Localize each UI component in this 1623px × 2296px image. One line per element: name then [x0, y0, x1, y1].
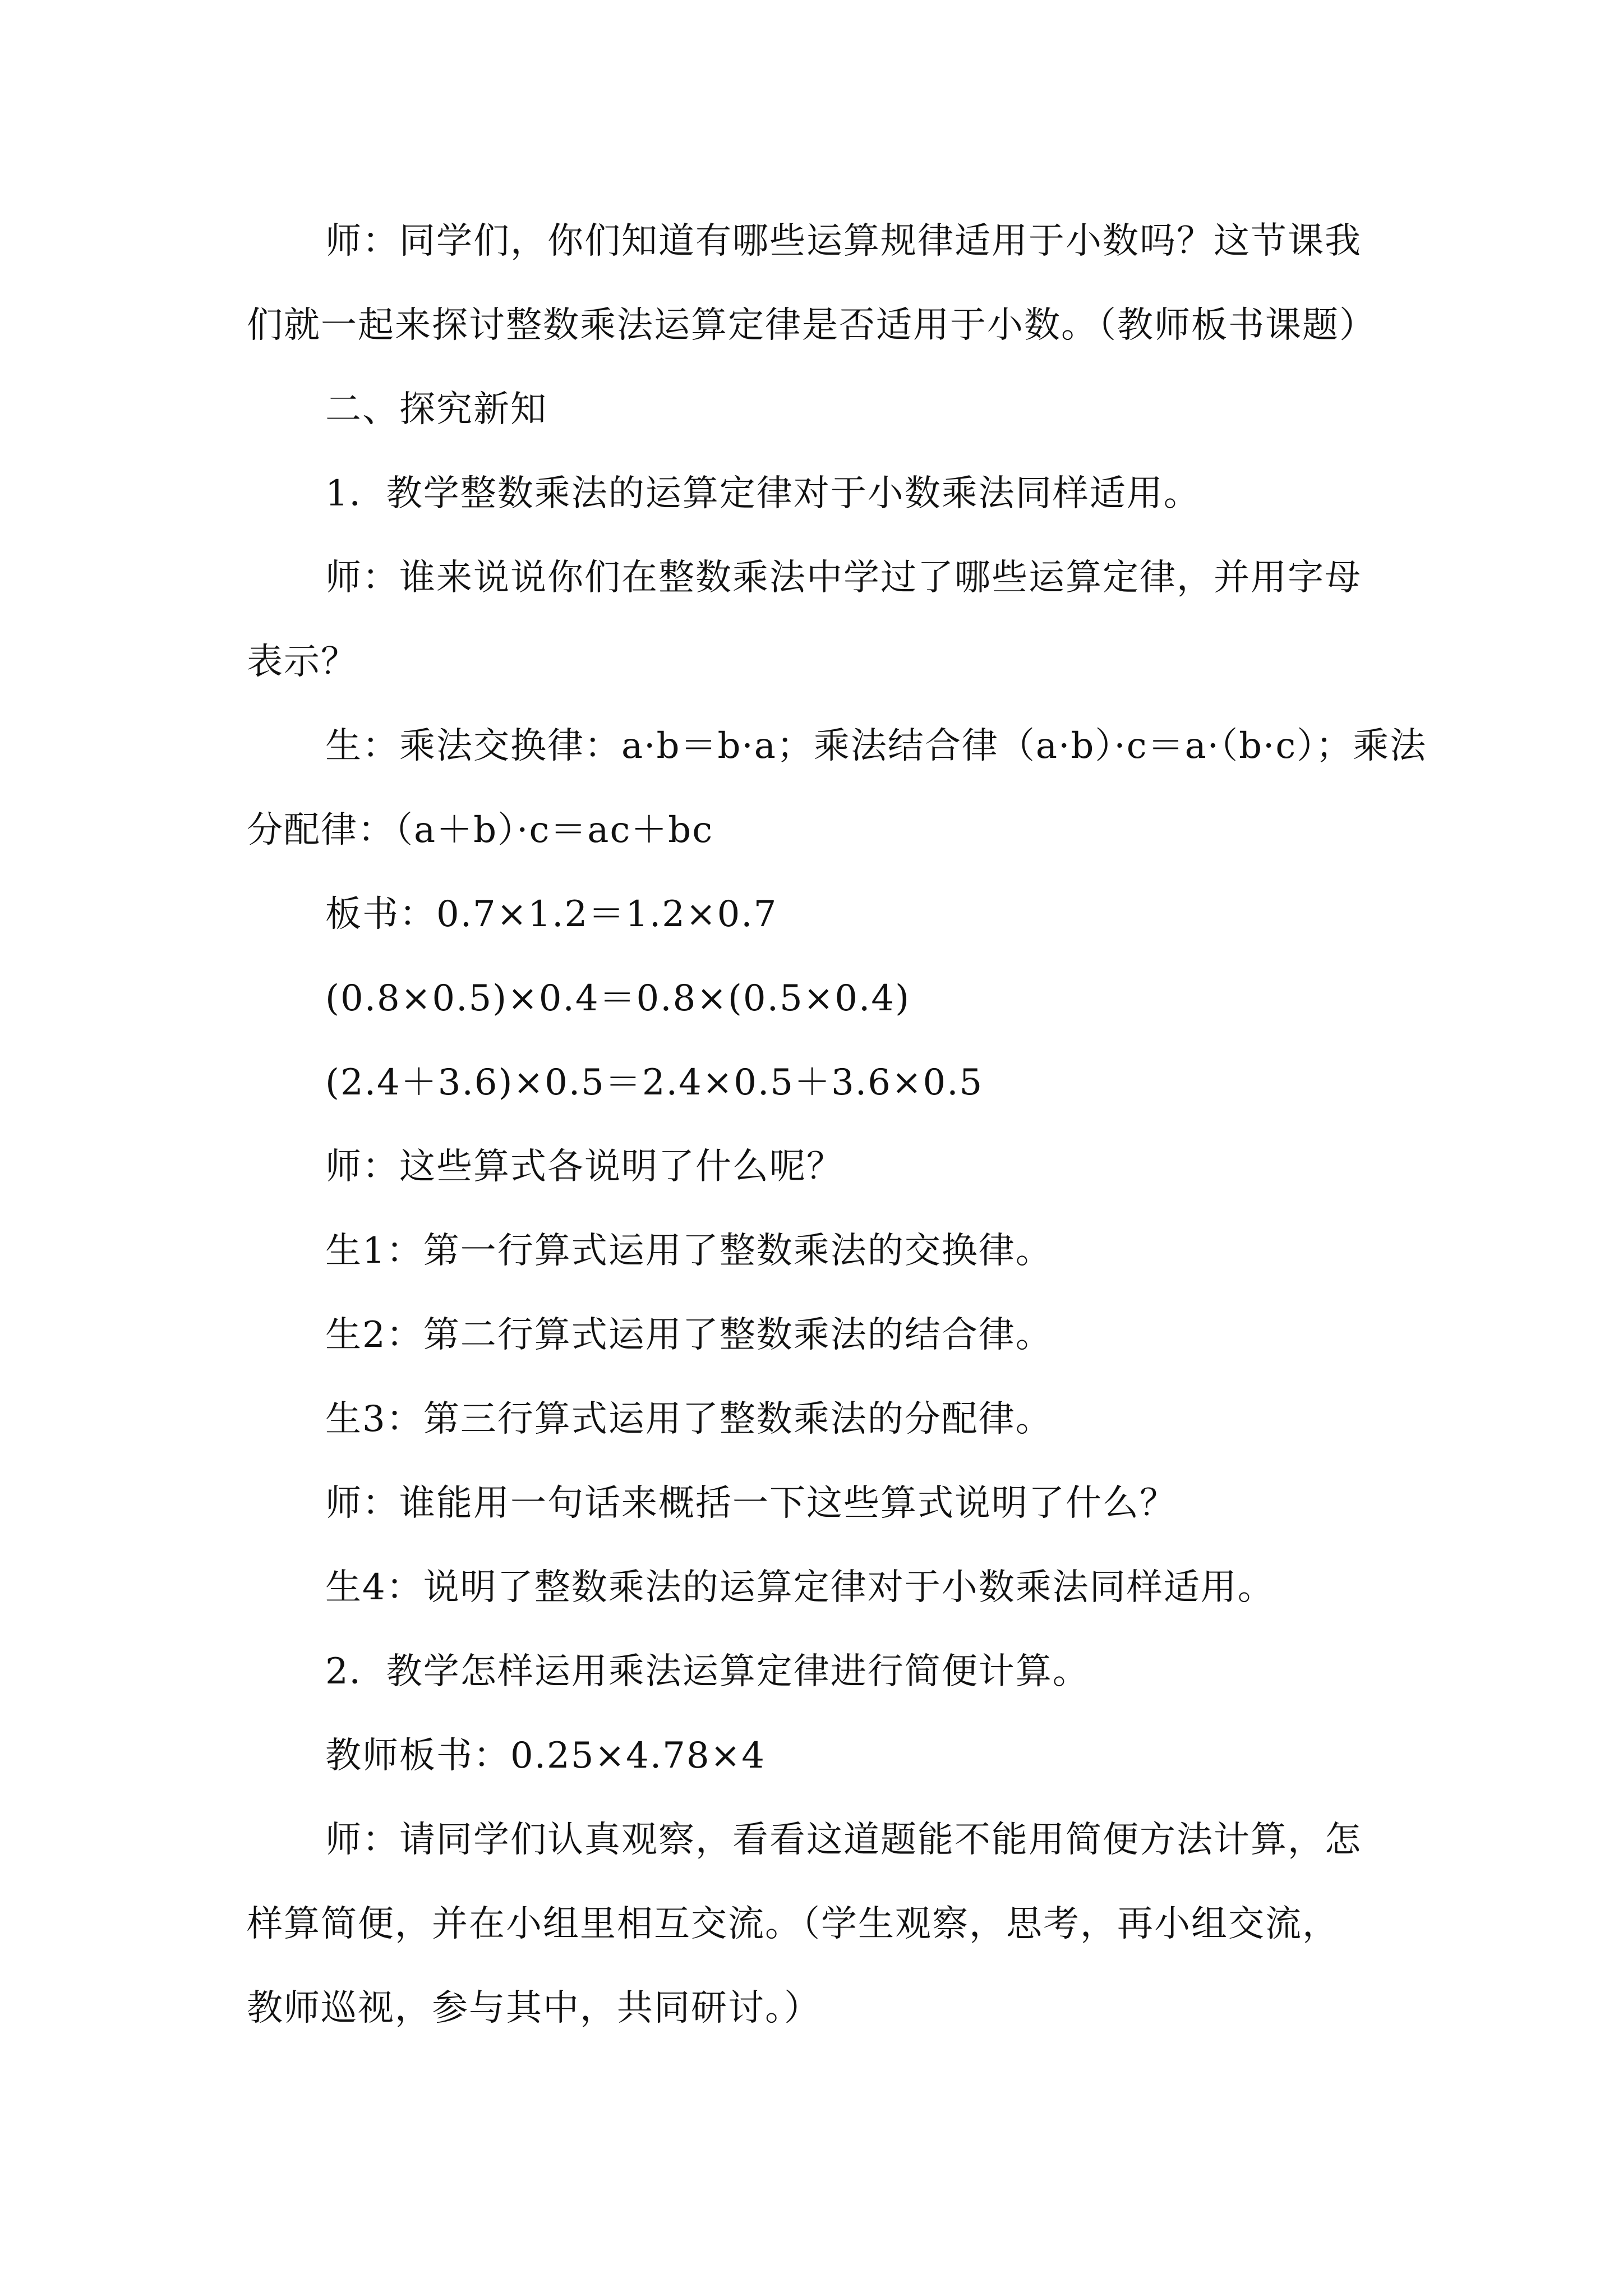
text-line: 生2：第二行算式运用了整数乘法的结合律。 [325, 1314, 1053, 1356]
text-line: 师：同学们，你们知道有哪些运算规律适用于小数吗？这节课我 [325, 220, 1362, 262]
text-line: 师：请同学们认真观察，看看这道题能不能用简便方法计算，怎 [325, 1819, 1362, 1861]
board-writing-line: 板书：0.7×1.2＝1.2×0.7 [325, 894, 778, 935]
section-heading: 二、探究新知 [325, 389, 547, 430]
equation-line: (0.8×0.5)×0.4＝0.8×(0.5×0.4) [325, 978, 911, 1019]
text-line: 生3：第三行算式运用了整数乘法的分配律。 [325, 1398, 1053, 1440]
formula-line: 分配律：（a＋b）·c＝ac＋bc [247, 809, 714, 851]
text-line: 师：谁来说说你们在整数乘法中学过了哪些运算定律，并用字母 [325, 557, 1362, 599]
text-line: 1．教学整数乘法的运算定律对于小数乘法同样适用。 [325, 473, 1201, 514]
text-line: 教师巡视，参与其中，共同研讨。） [247, 1987, 821, 2029]
text-line: 样算简便，并在小组里相互交流。（学生观察，思考，再小组交流， [247, 1903, 1339, 1945]
text-line: 们就一起来探讨整数乘法运算定律是否适用于小数。（教师板书课题） [247, 305, 1376, 346]
text-line: 师：这些算式各说明了什么呢？ [325, 1146, 843, 1188]
equation-line: (2.4＋3.6)×0.5＝2.4×0.5＋3.6×0.5 [325, 1062, 984, 1103]
text-line: 生4：说明了整数乘法的运算定律对于小数乘法同样适用。 [325, 1567, 1275, 1608]
formula-line: 生：乘法交换律：a·b＝b·a；乘法结合律（a·b）·c＝a·（b·c）；乘法 [325, 725, 1427, 767]
text-line: 表示？ [247, 641, 358, 683]
text-line: 师：谁能用一句话来概括一下这些算式说明了什么？ [325, 1483, 1177, 1524]
text-line: 生1：第一行算式运用了整数乘法的交换律。 [325, 1230, 1053, 1272]
text-line: 2．教学怎样运用乘法运算定律进行简便计算。 [325, 1651, 1090, 1692]
board-writing-line: 教师板书：0.25×4.78×4 [325, 1735, 766, 1777]
